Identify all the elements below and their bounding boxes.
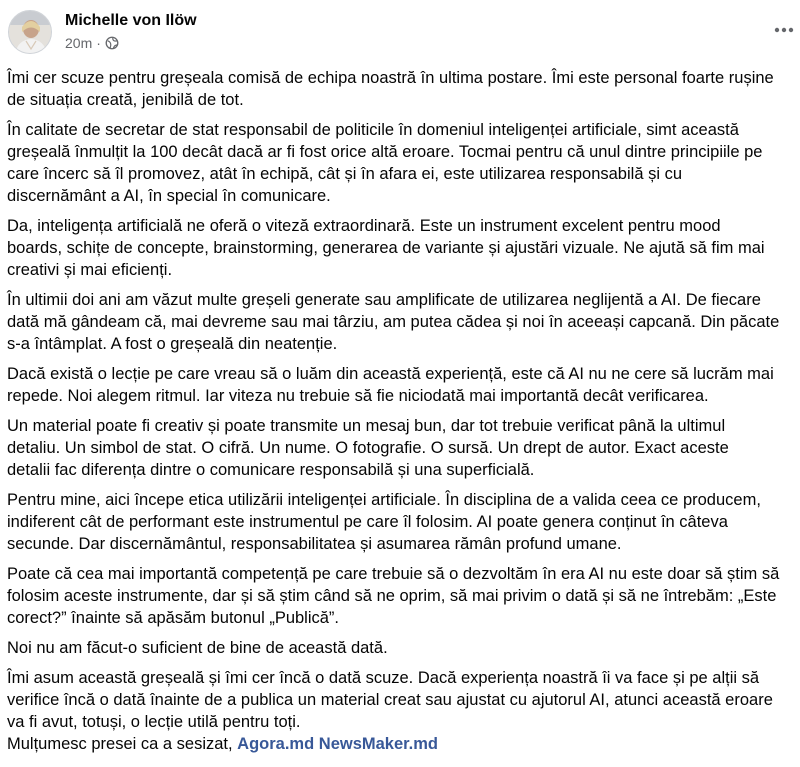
post-meta (65, 35, 119, 51)
closing-line (7, 733, 800, 755)
text-line: În calitate de secretar de stat responsabil de politicile în domeniul inteligenței artificiale, simt această (7, 121, 739, 139)
text-line: detaliu. Un simbol de stat. O cifră. Un nume. O fotografie. O sursă. Un drept de autor. Exact aceste (7, 439, 729, 457)
text-line: de situația creată, jenibilă de tot. (7, 91, 244, 109)
post-paragraph (7, 119, 800, 207)
newsmaker-link[interactable]: NewsMaker.md (318, 735, 439, 753)
text-line: dată mă gândeam că, mai devreme sau mai târziu, am putea cădea și noi în aceeași capcană. Din păcate (7, 313, 780, 331)
post-paragraph (7, 363, 800, 407)
text-line: care încerc să îl promovez, atât în echipă, cât și în afara ei, este utilizarea responsabilă și cu (7, 165, 683, 183)
post-paragraph (7, 415, 800, 481)
post-paragraph (7, 667, 800, 755)
post-timestamp[interactable]: 20m (65, 35, 93, 51)
text-line: detalii fac diferența dintre o comunicare responsabilă și una superficială. (7, 461, 535, 479)
meta-separator: · (96, 35, 101, 51)
text-line: verifice încă o dată înainte de a publica un material creat sau ajustat cu ajutorul AI, atunci această eroare (7, 691, 773, 709)
text-line: boards, schițe de concepte, brainstorming, generarea de variante și ajustări vizuale. Ne ajută să fim mai (7, 239, 765, 257)
agora-link[interactable]: Agora.md (237, 735, 315, 753)
post-paragraph (7, 67, 800, 111)
text-line: va fi avut, totuși, o lecție utilă pentru toți. (7, 713, 301, 731)
post-text (7, 67, 800, 755)
post-paragraph (7, 289, 800, 355)
text-line: discernământ a AI, în special în comunicare. (7, 187, 331, 205)
text-line: Da, inteligența artificială ne oferă o viteză extraordinară. Este un instrument excelent pentru mood (7, 217, 721, 235)
profile-photo-icon (9, 11, 52, 54)
text-line: Dacă există o lecție pe care vreau să o luăm din această experiență, este că AI nu ne cere să lucrăm mai (7, 365, 774, 383)
text-line: s-a întâmplat. A fost o greșeală din neatenție. (7, 335, 338, 353)
globe-icon[interactable] (105, 36, 119, 50)
text-line: Îmi cer scuze pentru greșeala comisă de echipa noastră în ultima postare. Îmi este personal foarte rușine (7, 69, 774, 87)
more-options-button[interactable] (770, 18, 798, 42)
post-paragraph (7, 215, 800, 281)
text-line: corect?” înainte să apăsăm butonul „Publică”. (7, 609, 340, 627)
text-line: greșeală înmulțit la 100 decât dacă ar fi fost orice altă eroare. Tocmai pentru că unul dintre principiile pe (7, 143, 763, 161)
more-options-icon (774, 27, 794, 33)
author-name[interactable]: Michelle von Ilöw (65, 12, 197, 29)
post-paragraph (7, 563, 800, 629)
text-line: Un material poate fi creativ și poate transmite un mesaj bun, dar tot trebuie verificat până la ultimul (7, 417, 726, 435)
text-line: Pentru mine, aici începe etica utilizării inteligenței artificiale. În disciplina de a valida ceea ce producem, (7, 491, 761, 509)
text-line: În ultimii doi ani am văzut multe greșeli generate sau amplificate de utilizarea neglijentă a AI. De fiecare (7, 291, 761, 309)
text-line: repede. Noi alegem ritmul. Iar viteza nu trebuie să fie niciodată mai importantă decât verificarea. (7, 387, 709, 405)
text-line: creativi și mai eficienți. (7, 261, 173, 279)
text-line: folosim aceste instrumente, dar și să știm când să ne oprim, să mai privim o dată și să ne întrebăm: „Este (7, 587, 777, 605)
post-header (0, 0, 800, 62)
text-line: Îmi asum această greșeală și îmi cer încă o dată scuze. Dacă experiența noastră îi va face și pe alții să (7, 669, 760, 687)
closing-text: Mulțumesc presei ca a sesizat, (7, 735, 238, 753)
text-line: indiferent cât de performant este instrumentul pe care îl folosim. AI poate genera conținut în câteva (7, 513, 728, 531)
text-line: Noi nu am făcut-o suficient de bine de această dată. (7, 639, 388, 657)
text-line: Poate că cea mai importantă competență pe care trebuie să o dezvoltăm în era AI nu este doar să știm să (7, 565, 780, 583)
author-avatar[interactable] (8, 10, 52, 54)
post-paragraph (7, 637, 800, 659)
post-paragraph (7, 489, 800, 555)
text-line: secunde. Dar discernământul, responsabilitatea și asumarea rămân profund umane. (7, 535, 622, 553)
